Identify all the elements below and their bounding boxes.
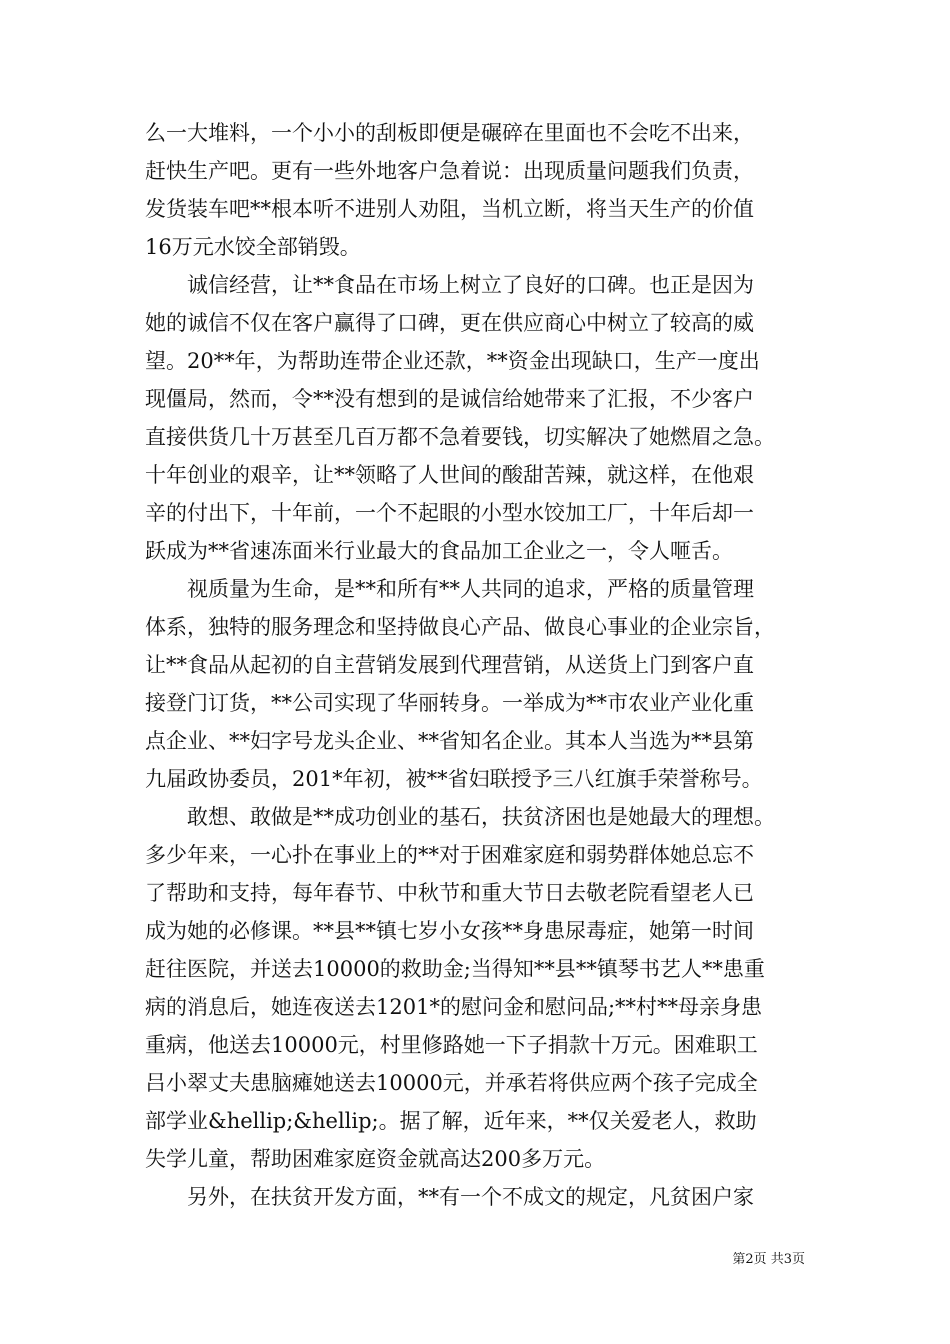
page-number-footer: 第2页 共3页: [732, 1252, 805, 1267]
text-line: 重病，他送去10000元，村里修路她一下子捐款十万元。困难职工: [145, 1033, 758, 1057]
text-line: 十年创业的艰辛，让**领略了人世间的酸甜苦辣，就这样，在他艰: [145, 463, 754, 487]
text-line: 辛的付出下，十年前，一个不起眼的小型水饺加工厂，十年后却一: [145, 501, 754, 525]
text-line: 失学儿童，帮助困难家庭资金就高达200多万元。: [145, 1147, 606, 1171]
text-line: 么一大堆料，一个小小的刮板即便是碾碎在里面也不会吃不出来，: [145, 121, 754, 145]
text-line: 让**食品从起初的自主营销发展到代理营销，从送货上门到客户直: [145, 653, 754, 677]
text-line: 九届政协委员，201*年初，被**省妇联授予三八红旗手荣誉称号。: [145, 767, 763, 791]
text-line: 接登门订货，**公司实现了华丽转身。一举成为**市农业产业化重: [145, 691, 754, 715]
text-line: 病的消息后，她连夜送去1201*的慰问金和慰问品;**村**母亲身患: [145, 995, 763, 1019]
text-line: 发货装车吧**根本听不进别人劝阻，当机立断，将当天生产的价值: [145, 197, 754, 221]
text-line: 跃成为**省速冻面米行业最大的食品加工企业之一，令人咂舌。: [145, 539, 733, 563]
text-line: 多少年来，一心扑在事业上的**对于困难家庭和弱势群体她总忘不: [145, 843, 754, 867]
text-line: 成为她的必修课。**县**镇七岁小女孩**身患尿毒症，她第一时间: [145, 919, 754, 943]
paragraph: [145, 114, 805, 266]
text-line: 望。20**年，为帮助连带企业还款，**资金出现缺口，生产一度出: [145, 349, 760, 373]
text-line: 吕小翠丈夫患脑瘫她送去10000元，并承若将供应两个孩子完成全: [145, 1071, 758, 1095]
text-line: 赶快生产吧。更有一些外地客户急着说：出现质量问题我们负责，: [145, 159, 754, 183]
text-line: 了帮助和支持，每年春节、中秋节和重大节日去敬老院看望老人已: [145, 881, 754, 905]
text-line: 敢想、敢做是**成功创业的基石，扶贫济困也是她最大的理想。: [187, 805, 775, 829]
text-line: 直接供货几十万甚至几百万都不急着要钱，切实解决了她燃眉之急。: [145, 425, 775, 449]
text-line: 视质量为生命，是**和所有**人共同的追求，严格的质量管理: [187, 577, 754, 601]
paragraph: [145, 570, 805, 798]
text-line: 另外，在扶贫开发方面，**有一个不成文的规定，凡贫困户家: [187, 1185, 754, 1209]
text-line: 她的诚信不仅在客户赢得了口碑，更在供应商心中树立了较高的威: [145, 311, 754, 335]
text-line: 16万元水饺全部销毁。: [145, 235, 361, 259]
document-body: [145, 114, 805, 1216]
text-line: 部学业&hellip;&hellip;。据了解，近年来，**仅关爱老人，救助: [145, 1109, 757, 1133]
text-line: 体系，独特的服务理念和坚持做良心产品、做良心事业的企业宗旨，: [145, 615, 775, 639]
text-line: 赶往医院，并送去10000的救助金;当得知**县**镇琴书艺人**患重: [145, 957, 765, 981]
paragraph: [145, 1178, 805, 1216]
text-line: 现僵局，然而，令**没有想到的是诚信给她带来了汇报，不少客户: [145, 387, 754, 411]
text-line: 诚信经营，让**食品在市场上树立了良好的口碑。也正是因为: [187, 273, 754, 297]
paragraph: [145, 266, 805, 570]
paragraph: [145, 798, 805, 1178]
text-line: 点企业、**妇字号龙头企业、**省知名企业。其本人当选为**县第: [145, 729, 754, 753]
